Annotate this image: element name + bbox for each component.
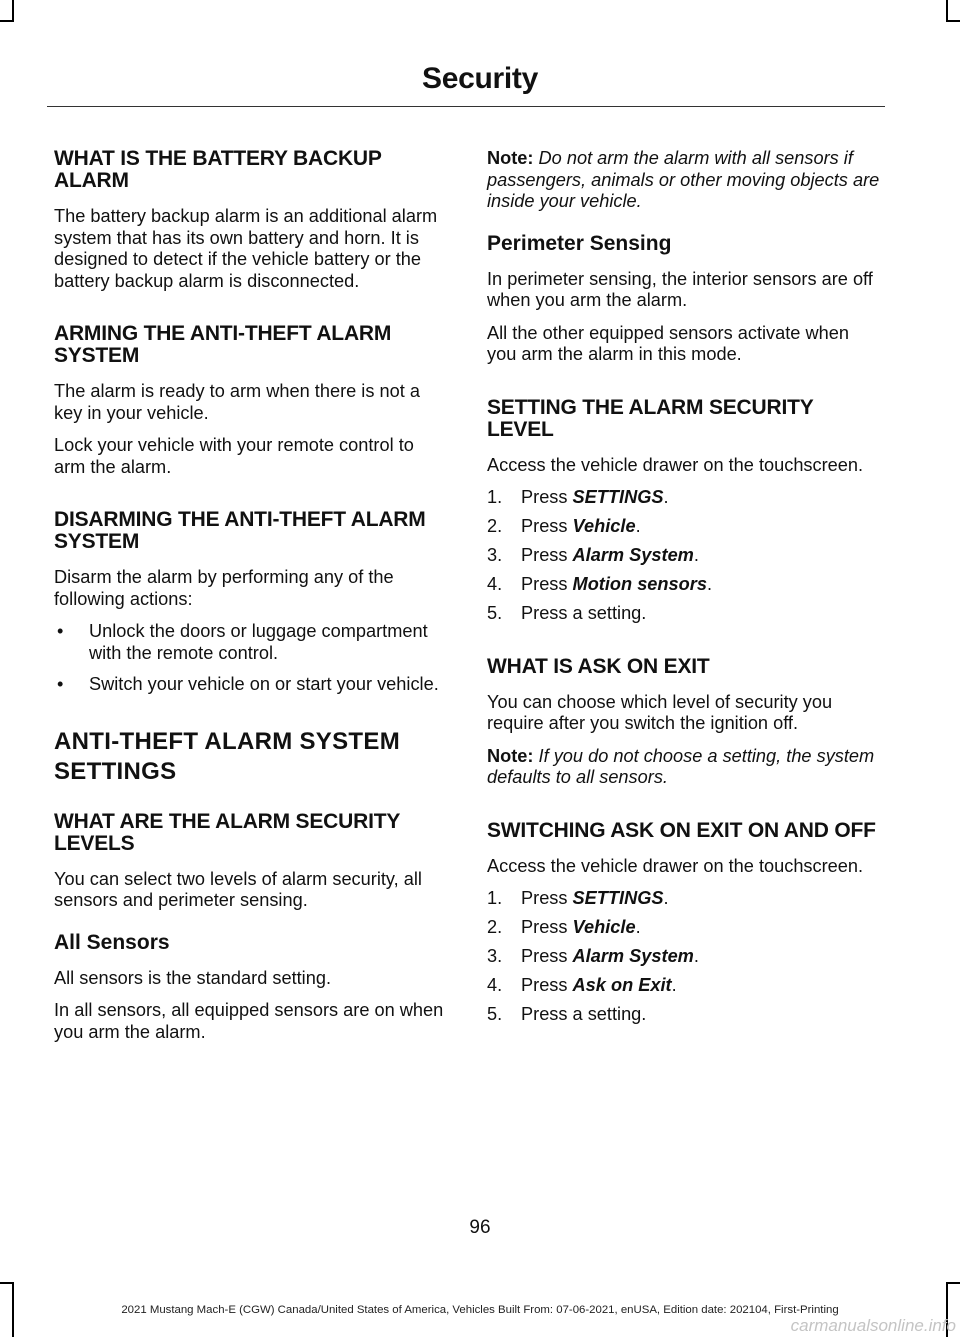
menu-item-label: Motion sensors [572,574,707,594]
list-item: 2. Press Vehicle. [487,516,641,536]
menu-item-label: Vehicle [572,917,636,937]
paragraph: Disarm the alarm by performing any of the following actions: [54,567,394,609]
chapter-heading: ANTI-THEFT ALARM SYSTEM SETTINGS [54,727,400,785]
note: Note: If you do not choose a setting, the system defaults to all sensors. [487,745,875,787]
list-item: 1. Press SETTINGS. [487,487,669,507]
page-number: 96 [469,1217,491,1238]
paragraph: You can select two levels of alarm security, all sensors and perimeter sensing. [54,868,422,910]
paragraph: The battery backup alarm is an additional alarm system that has its own battery and horn. It is designed to detect if the vehicle battery or the battery backup alarm is disconnected. [54,206,438,291]
section-heading: WHAT ARE THE ALARM SECURITY LEVELS [54,809,400,855]
menu-item-label: Alarm System [572,946,694,966]
left-column [54,148,448,1054]
note: Note: Do not arm the alarm with all sensors if passengers, animals or other moving objects are inside your vehicle. [487,148,880,211]
bullet-list [54,621,448,696]
crop-mark [0,1282,14,1284]
paragraph: Lock your vehicle with your remote control to arm the alarm. [54,435,414,477]
paragraph: You can choose which level of security you require after you switch the ignition off. [487,691,833,733]
paragraph: In perimeter sensing, the interior sensors are off when you arm the alarm. [487,268,873,310]
paragraph: The alarm is ready to arm when there is not a key in your vehicle. [54,381,420,423]
menu-item-label: Ask on Exit [572,975,672,995]
step-list [487,888,881,1026]
section-heading: SETTING THE ALARM SECURITY LEVEL [487,395,814,441]
section-heading: WHAT IS THE BATTERY BACKUP ALARM [54,147,382,192]
list-item: • Unlock the doors or luggage compartment with the remote control. [57,621,428,663]
section-heading: DISARMING THE ANTI-THEFT ALARM SYSTEM [54,508,426,553]
menu-item-label: Vehicle [572,516,636,536]
bullet-icon: • [57,621,64,641]
crop-mark [946,0,948,22]
header-divider [47,106,885,107]
list-item: 3. Press Alarm System. [487,946,699,966]
section-heading: SWITCHING ASK ON EXIT ON AND OFF [487,818,876,842]
menu-item-label: Alarm System [572,545,694,565]
menu-item-label: SETTINGS [572,888,664,908]
list-item: 2. Press Vehicle. [487,917,641,937]
subsection-heading: Perimeter Sensing [487,231,672,255]
section-heading: WHAT IS ASK ON EXIT [487,654,710,678]
watermark: carmanualsonline.info [790,1316,956,1335]
right-column [487,148,881,1037]
crop-mark [12,0,14,22]
paragraph: All the other equipped sensors activate when you arm the alarm in this mode. [487,322,849,364]
paragraph: Access the vehicle drawer on the touchscreen. [487,855,864,876]
step-list [487,487,881,625]
list-item: 5. Press a setting. [487,1004,647,1024]
footer-edition-info: 2021 Mustang Mach-E (CGW) Canada/United States of America, Vehicles Built From: 07-06-2021, enUSA, Edition date: 202104, First-Printing [121,1304,839,1316]
list-item: 4. Press Ask on Exit. [487,975,677,995]
menu-item-label: SETTINGS [572,487,664,507]
crop-mark [946,20,960,22]
list-item: 3. Press Alarm System. [487,545,699,565]
crop-mark [946,1282,960,1284]
crop-mark [0,20,14,22]
paragraph: Access the vehicle drawer on the touchscreen. [487,454,864,475]
list-item: 1. Press SETTINGS. [487,888,669,908]
list-item: 5. Press a setting. [487,603,647,623]
paragraph: In all sensors, all equipped sensors are on when you arm the alarm. [54,1000,444,1042]
page-header-title: Security [422,62,538,95]
bullet-icon: • [57,674,64,694]
section-heading: ARMING THE ANTI-THEFT ALARM SYSTEM [54,322,392,367]
paragraph: All sensors is the standard setting. [54,967,331,988]
list-item: • Switch your vehicle on or start your vehicle. [57,674,439,694]
list-item: 4. Press Motion sensors. [487,574,713,594]
subsection-heading: All Sensors [54,930,170,954]
